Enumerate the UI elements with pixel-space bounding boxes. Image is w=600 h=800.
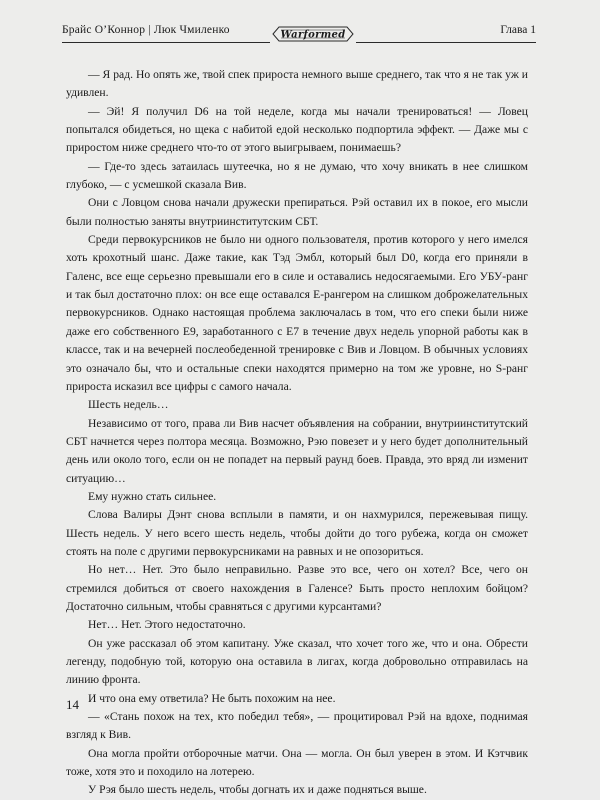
paragraph: Но нет… Нет. Это было неправильно. Разве это все, чего он хотел? Все, чего он стремился добиться от своего нахождения в Галенсе? Быть просто неплохим бойцом? Достаточно сильным, чтобы сравняться с другими курсантами? (66, 563, 528, 613)
running-header (62, 22, 536, 56)
paragraph: У Рэя было шесть недель, чтобы догнать их и даже подняться выше. (88, 783, 427, 797)
paragraph: — Я рад. Но опять же, твой спек прироста немного выше среднего, так что я не так уж и удивлен. (66, 68, 528, 100)
paragraph: Она могла пройти отборочные матчи. Она — могла. Он был уверен в этом. И Кэтчвик тоже, хотя это и походило на лотерею. (66, 746, 528, 779)
paragraph: Ему нужно стать сильнее. (88, 489, 217, 503)
paragraph: Среди первокурсников не было ни одного пользователя, против которого у него имелся хоть крохотный шанс. Даже такие, как Тэд Эмбл, который был D0, когда его приняли в Галенс, все еще серьезно превышали его в силе и оставались недосягаемыми. Его УБУ-ранг и так был достаточно плох: он все еще оставался Е-рангером на слишком доброжелательных первокурсников. Однако настоящая проблема заключалась в том, что его спеки были ниже даже его собственного Е9, заработанного с Е7 в течение двух недель упорной работы как в классе, так и на вечерней послеобеденной тренировке с Вив и Ловцом. В обычных условиях это означало бы, что и остальные спеки находятся примерно на том же уровне, но S-ранг прироста исказил все цифры с самого начала. (66, 233, 528, 393)
paragraph: Он уже рассказал об этом капитану. Уже сказал, что хочет того же, что и она. Обрести легенду, подобную той, которую она оставила в лигах, когда добровольно отправилась на линию фронта. (66, 636, 528, 687)
paragraph: Они с Ловцом снова начали дружески препираться. Рэй оставил их в покое, его мысли были полностью заняты внутриинститутским СБТ. (66, 196, 528, 228)
warformed-logo (270, 22, 356, 46)
paragraph: — «Стань похож на тех, кто победил тебя», — процитировал Рэй на вдохе, поднимая взгляд к Вив. (66, 710, 528, 742)
svg-text:Warformed: Warformed (280, 29, 346, 41)
paragraph: Слова Валиры Дэнт снова всплыли в памяти, и он нахмурился, пережевывая пищу. Шесть недель. У него всего шесть недель, чтобы дойти до того рубежа, когда он сможет стоять на поле с другими первокурсниками на равных и не опозориться. (66, 508, 528, 558)
paragraph: — Где-то здесь затаилась шутеечка, но я не думаю, что хочу вникать в нее слишком глубоко, — с усмешкой сказала Вив. (66, 159, 528, 192)
paragraph: — Эй! Я получил D6 на той неделе, когда мы начали тренироваться! — Ловец попытался обидеться, но щека с набитой едой несколько подпортила эффект. — Даже мы с приростом ниже среднего что-то от этого выигрываем, понимаешь? (66, 104, 528, 155)
paragraph: И что она ему ответила? Не быть похожим на нее. (88, 691, 336, 705)
paragraph: Независимо от того, права ли Вив насчет объявления на собрании, внутриинститутский СБТ начнется через полтора месяца. Возможно, Рэю повезет и у него будет дополнительный день или около того, если он не попадет на первый раунд боев. Правда, это вряд ли изменит ситуацию… (66, 416, 528, 485)
paragraph: Нет… Нет. Этого недостаточно. (88, 618, 246, 632)
body-text (66, 66, 528, 800)
header-authors: Брайс О’Коннор | Люк Чмиленко (62, 24, 230, 36)
header-chapter: Глава 1 (500, 24, 536, 36)
paragraph: Шесть недель… (88, 398, 169, 412)
page-number: 14 (66, 697, 79, 712)
